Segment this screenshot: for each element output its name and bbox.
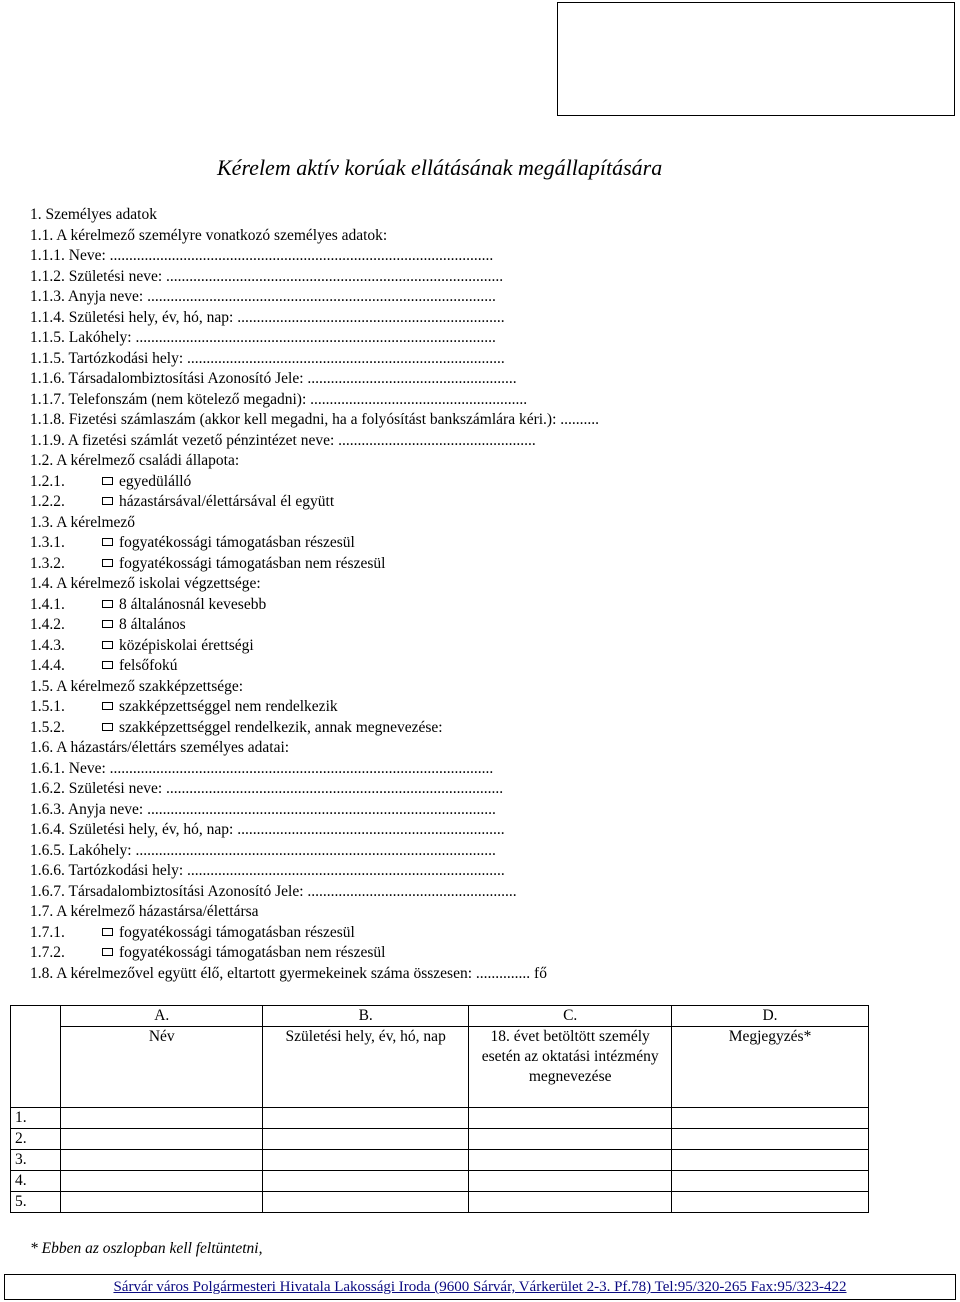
cell-input[interactable]: [469, 1171, 672, 1192]
checkbox-option[interactable]: [30, 492, 770, 513]
checkbox-icon[interactable]: [102, 620, 113, 628]
line-text: 1.1.5. Lakóhely: .............................................................................................: [30, 329, 496, 346]
form-line: [30, 287, 770, 308]
form-line: [30, 369, 770, 390]
checkbox-icon[interactable]: [102, 702, 113, 710]
checkbox-icon[interactable]: [102, 641, 113, 649]
form-line: [30, 820, 770, 841]
line-text: 1.8. A kérelmezővel együtt élő, eltartott gyermekeinek száma összesen: .............. fő: [30, 964, 547, 982]
children-table: [10, 1005, 869, 1213]
line-text: 1.6. A házastárs/élettárs személyes adatai:: [30, 739, 290, 756]
option-number: 1.4.1.: [30, 595, 65, 613]
line-text: szakképzettséggel nem rendelkezik: [119, 698, 338, 715]
cell-input[interactable]: [672, 1129, 869, 1150]
row-number: 2.: [11, 1129, 61, 1150]
line-text: középiskolai érettségi: [119, 636, 254, 654]
footnote: * Ebben az oszlopban kell feltüntetni,: [30, 1240, 263, 1257]
cell-input[interactable]: [61, 1150, 263, 1171]
form-line: [30, 964, 770, 985]
line-text: 1.1.2. Születési neve: .......................................................................................: [30, 267, 504, 285]
form-line: [30, 349, 770, 370]
checkbox-icon[interactable]: [102, 661, 113, 669]
checkbox-icon[interactable]: [102, 497, 113, 505]
cell-input[interactable]: [672, 1192, 869, 1213]
cell-input[interactable]: [672, 1150, 869, 1171]
form-line: [30, 308, 770, 329]
line-text: fogyatékossági támogatásban részesül: [119, 534, 355, 551]
line-text: egyedülálló: [119, 472, 192, 490]
checkbox-icon[interactable]: [102, 477, 113, 485]
checkbox-option[interactable]: [30, 636, 770, 657]
col-letter-a: A.: [61, 1006, 263, 1027]
option-number: 1.7.2.: [30, 944, 65, 961]
cell-input[interactable]: [672, 1108, 869, 1129]
row-number: 3.: [11, 1150, 61, 1171]
line-text: 1.1.3. Anyja neve: ..........................................................................................: [30, 288, 496, 305]
row-number: 4.: [11, 1171, 61, 1192]
line-text: 1.6.6. Tartózkodási hely: ..................................................................................: [30, 862, 505, 879]
checkbox-icon[interactable]: [102, 600, 113, 608]
form-line: [30, 451, 770, 472]
form-line: [30, 677, 770, 698]
checkbox-icon[interactable]: [102, 538, 113, 546]
checkbox-icon[interactable]: [102, 928, 113, 936]
cell-input[interactable]: [61, 1171, 263, 1192]
col-letter-d: D.: [672, 1006, 869, 1027]
option-number: 1.4.2.: [30, 616, 65, 633]
option-number: 1.7.1.: [30, 923, 65, 941]
line-text: fogyatékossági támogatásban nem részesül: [119, 944, 386, 961]
checkbox-option[interactable]: [30, 697, 770, 718]
corner-cell: [11, 1006, 61, 1027]
line-text: 8 általános: [119, 616, 186, 633]
line-text: 1.6.1. Neve: ...................................................................................................: [30, 759, 494, 777]
checkbox-option[interactable]: [30, 533, 770, 554]
checkbox-option[interactable]: [30, 656, 770, 677]
checkbox-option[interactable]: [30, 554, 770, 575]
col-header-school: 18. évet betöltött személy esetén az oktatási intézmény megnevezése: [469, 1027, 672, 1108]
office-use-box: [557, 2, 955, 116]
line-text: 1.1.7. Telefonszám (nem kötelező megadni): ........................................................: [30, 390, 528, 408]
line-text: fogyatékossági támogatásban nem részesül: [119, 554, 386, 572]
option-number: 1.5.2.: [30, 718, 65, 736]
form-line: [30, 902, 770, 923]
form-line: [30, 882, 770, 903]
form-line: [30, 841, 770, 862]
option-number: 1.3.2.: [30, 554, 65, 572]
checkbox-option[interactable]: [30, 718, 770, 739]
option-number: 1.5.1.: [30, 698, 65, 715]
cell-input[interactable]: [263, 1150, 469, 1171]
line-text: felsőfokú: [119, 657, 178, 674]
line-text: 1.6.7. Társadalombiztosítási Azonosító Jele: ......................................................: [30, 882, 517, 900]
checkbox-icon[interactable]: [102, 723, 113, 731]
option-number: 1.4.4.: [30, 657, 65, 674]
form-line: [30, 779, 770, 800]
form-line: [30, 759, 770, 780]
checkbox-icon[interactable]: [102, 559, 113, 567]
form-line: [30, 513, 770, 534]
line-text: 1.6.2. Születési neve: .......................................................................................: [30, 780, 504, 797]
cell-input[interactable]: [263, 1108, 469, 1129]
form-fields: [30, 205, 770, 984]
line-text: 1.7. A kérelmező házastársa/élettársa: [30, 903, 259, 920]
col-letter-c: C.: [469, 1006, 672, 1027]
form-line: [30, 267, 770, 288]
line-text: 1.6.3. Anyja neve: ..........................................................................................: [30, 800, 496, 818]
cell-input[interactable]: [469, 1150, 672, 1171]
line-text: 1.1.6. Társadalombiztosítási Azonosító Jele: ......................................................: [30, 370, 517, 387]
cell-input[interactable]: [469, 1108, 672, 1129]
line-text: szakképzettséggel rendelkezik, annak megnevezése:: [119, 718, 443, 736]
form-line: [30, 861, 770, 882]
corner-cell: [11, 1027, 61, 1108]
line-text: 1.4. A kérelmező iskolai végzettsége:: [30, 575, 261, 592]
cell-input[interactable]: [263, 1129, 469, 1150]
checkbox-option[interactable]: [30, 472, 770, 493]
line-text: 1.3. A kérelmező: [30, 513, 136, 531]
line-text: 1. Személyes adatok: [30, 206, 157, 223]
form-line: [30, 431, 770, 452]
col-letter-b: B.: [263, 1006, 469, 1027]
row-number: 5.: [11, 1192, 61, 1213]
line-text: 1.1.1. Neve: ...................................................................................................: [30, 247, 494, 264]
option-number: 1.2.1.: [30, 472, 65, 490]
form-line: [30, 738, 770, 759]
line-text: 1.1.8. Fizetési számlaszám (akkor kell megadni, ha a folyósítást bankszámlára kéri.): ..........: [30, 411, 600, 428]
col-header-birth: Születési hely, év, hó, nap: [263, 1027, 469, 1108]
checkbox-option[interactable]: [30, 595, 770, 616]
line-text: fogyatékossági támogatásban részesül: [119, 923, 355, 941]
option-number: 1.3.1.: [30, 534, 65, 551]
line-text: házastársával/élettársával él együtt: [119, 493, 335, 510]
row-number: 1.: [11, 1108, 61, 1129]
form-line: [30, 800, 770, 821]
checkbox-option[interactable]: [30, 943, 770, 964]
cell-input[interactable]: [672, 1171, 869, 1192]
line-text: 1.5. A kérelmező szakképzettsége:: [30, 677, 244, 695]
line-text: 1.1.9. A fizetési számlát vezető pénzintézet neve: ...................................................: [30, 431, 536, 449]
cell-input[interactable]: [469, 1192, 672, 1213]
cell-input[interactable]: [61, 1108, 263, 1129]
line-text: 1.1. A kérelmező személyre vonatkozó személyes adatok:: [30, 226, 388, 244]
form-line: [30, 205, 770, 226]
checkbox-icon[interactable]: [102, 948, 113, 956]
line-text: 1.1.5. Tartózkodási hely: ..................................................................................: [30, 349, 505, 367]
cell-input[interactable]: [263, 1192, 469, 1213]
form-line: [30, 246, 770, 267]
checkbox-option[interactable]: [30, 615, 770, 636]
cell-input[interactable]: [263, 1171, 469, 1192]
cell-input[interactable]: [61, 1192, 263, 1213]
cell-input[interactable]: [61, 1129, 263, 1150]
form-line: [30, 328, 770, 349]
checkbox-option[interactable]: [30, 923, 770, 944]
page-title: Kérelem aktív korúak ellátásának megállapítására: [217, 155, 663, 180]
form-line: [30, 390, 770, 411]
form-line: [30, 574, 770, 595]
line-text: 8 általánosnál kevesebb: [119, 595, 267, 613]
footer-address[interactable]: Sárvár város Polgármesteri Hivatala Lakossági Iroda (9600 Sárvár, Várkerület 2-3. Pf.78) Tel:95/320-265 Fax:95/323-422: [4, 1274, 956, 1300]
col-header-name: Név: [61, 1027, 263, 1108]
form-line: [30, 226, 770, 247]
line-text: 1.2. A kérelmező családi állapota:: [30, 452, 240, 469]
line-text: 1.6.4. Születési hely, év, hó, nap: .....................................................................: [30, 821, 505, 838]
line-text: 1.1.4. Születési hely, év, hó, nap: .....................................................................: [30, 308, 505, 326]
line-text: 1.6.5. Lakóhely: .............................................................................................: [30, 841, 496, 859]
col-header-note: Megjegyzés*: [672, 1027, 869, 1108]
cell-input[interactable]: [469, 1129, 672, 1150]
option-number: 1.4.3.: [30, 636, 65, 654]
option-number: 1.2.2.: [30, 493, 65, 510]
form-line: [30, 410, 770, 431]
